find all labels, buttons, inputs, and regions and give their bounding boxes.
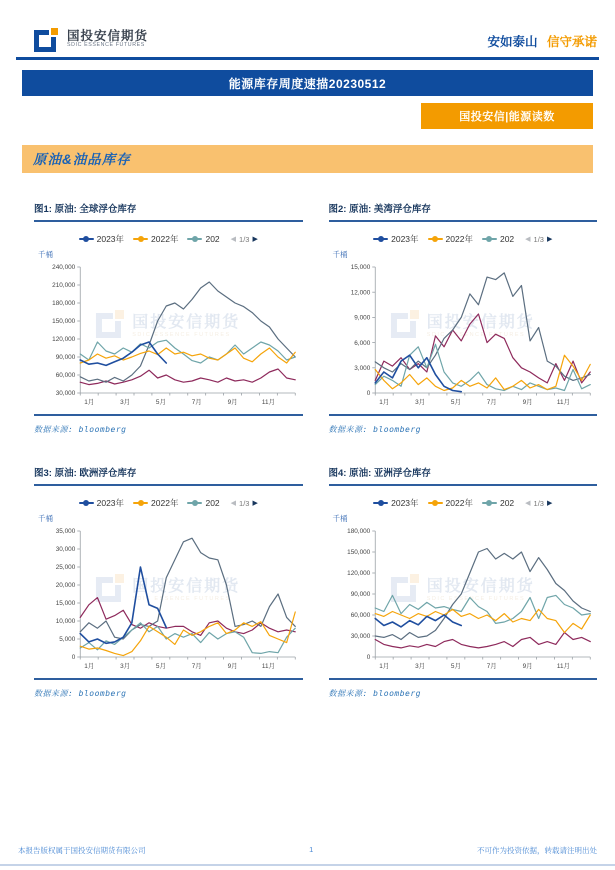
- chart-legend: [34, 233, 303, 245]
- legend-item-202[interactable]: [482, 234, 514, 244]
- company-slogan: [487, 32, 597, 52]
- svg-text:0: 0: [366, 654, 370, 662]
- line-chart-usgulf-floating-storage: [329, 261, 598, 409]
- svg-text:7月: 7月: [191, 399, 202, 406]
- line-chart-asia-floating-storage: [329, 525, 598, 673]
- svg-text:5,000: 5,000: [59, 636, 76, 644]
- svg-text:30,000: 30,000: [55, 546, 76, 554]
- watermark: 国投安信期货 SDIC ESSENCE FUTURES: [391, 572, 535, 602]
- data-source: 数据来源: bloomberg: [34, 425, 127, 434]
- header-divider: [16, 57, 599, 60]
- legend-item-2023[interactable]: [79, 497, 124, 509]
- svg-text:120,000: 120,000: [52, 336, 76, 344]
- legend-item-2022[interactable]: [428, 233, 473, 245]
- svg-text:7月: 7月: [191, 663, 202, 670]
- legend-item-2022[interactable]: [133, 497, 178, 509]
- svg-text:11月: 11月: [261, 663, 275, 670]
- legend-next-icon[interactable]: ▶: [252, 500, 258, 507]
- footer: [18, 845, 597, 856]
- legend-label: 202: [499, 234, 515, 244]
- legend-label: 2023年: [96, 234, 125, 244]
- chart-title: 图4: 原油: 亚洲浮仓库存: [328, 468, 431, 479]
- svg-text:9月: 9月: [227, 663, 238, 670]
- chart-bottom-divider: [34, 678, 303, 680]
- legend-pager: [231, 235, 258, 244]
- svg-text:7月: 7月: [486, 399, 497, 406]
- legend-page-indicator: 1/3: [533, 498, 544, 508]
- legend-label: 2022年: [445, 498, 473, 508]
- legend-marker-icon: [133, 502, 148, 504]
- legend-marker-icon: [133, 238, 148, 240]
- chart-title-divider: [34, 484, 303, 486]
- logo-name-cn: 国投安信期货: [67, 28, 149, 43]
- svg-text:1月: 1月: [378, 399, 389, 406]
- chart-bottom-divider: [34, 414, 303, 416]
- chart-block-usgulf: [329, 201, 598, 435]
- svg-text:60,000: 60,000: [350, 612, 370, 620]
- y-axis-unit: 千桶: [332, 514, 348, 523]
- section-bar: [22, 145, 593, 173]
- legend-prev-icon[interactable]: ◀: [230, 500, 237, 507]
- legend-label: 202: [499, 498, 515, 508]
- svg-text:11月: 11月: [556, 399, 570, 406]
- chart-bottom-divider: [329, 678, 598, 680]
- svg-text:0: 0: [71, 654, 76, 662]
- svg-text:240,000: 240,000: [52, 264, 76, 272]
- legend-label: 2022年: [151, 234, 179, 244]
- data-source: 数据来源: bloomberg: [34, 689, 127, 698]
- svg-text:30,000: 30,000: [350, 633, 370, 641]
- svg-text:210,000: 210,000: [52, 282, 76, 290]
- legend-marker-icon: [428, 502, 443, 504]
- svg-text:9月: 9月: [522, 399, 533, 406]
- data-source: 数据来源: bloomberg: [328, 425, 421, 434]
- legend-pager: [525, 235, 552, 244]
- legend-marker-icon: [373, 502, 388, 504]
- chart-block-asia: [329, 465, 598, 699]
- svg-text:9,000: 9,000: [353, 314, 370, 322]
- legend-marker-icon: [428, 238, 443, 240]
- chart-title-divider: [329, 220, 598, 222]
- legend-item-2022[interactable]: [428, 497, 473, 509]
- chart-legend: [34, 497, 303, 509]
- legend-item-202[interactable]: [482, 498, 514, 508]
- chart-title: 图2: 原油: 美湾浮仓库存: [328, 204, 431, 215]
- line-chart-global-floating-storage: [34, 261, 303, 409]
- section-title: 原油&油品库存: [33, 152, 131, 167]
- footer-divider: [0, 864, 615, 866]
- svg-text:25,000: 25,000: [55, 564, 76, 572]
- legend-pager: [525, 499, 552, 508]
- report-title: 能源库存周度速描20230512: [228, 76, 387, 91]
- chart-title: 图3: 原油: 欧洲浮仓库存: [34, 468, 137, 479]
- svg-text:9月: 9月: [227, 399, 238, 406]
- series-tag-label: 国投安信|能源读数: [459, 111, 555, 123]
- svg-text:1月: 1月: [84, 399, 95, 406]
- svg-text:150,000: 150,000: [346, 549, 370, 557]
- legend-item-2023[interactable]: [79, 233, 124, 245]
- legend-marker-icon: [79, 238, 94, 240]
- charts-grid: [34, 201, 597, 699]
- chart-block-global: [34, 201, 303, 435]
- watermark: 国投安信期货 SDIC ESSENCE FUTURES: [391, 308, 535, 338]
- legend-marker-icon: [79, 502, 94, 504]
- legend-item-2023[interactable]: [373, 497, 418, 509]
- svg-text:60,000: 60,000: [55, 372, 76, 380]
- watermark: 国投安信期货 SDIC ESSENCE FUTURES: [96, 308, 240, 338]
- svg-text:0: 0: [366, 390, 370, 398]
- svg-text:180,000: 180,000: [346, 528, 370, 536]
- company-logo: [34, 26, 148, 52]
- legend-label: 2023年: [96, 498, 125, 508]
- slogan-accent: 信守承诺: [546, 35, 597, 49]
- report-title-banner: [22, 70, 593, 96]
- svg-text:7月: 7月: [486, 663, 497, 670]
- legend-label: 202: [205, 234, 220, 244]
- svg-text:11月: 11月: [261, 399, 275, 406]
- chart-title-divider: [329, 484, 598, 486]
- legend-page-indicator: 1/3: [239, 234, 250, 244]
- legend-pager: [231, 499, 258, 508]
- svg-text:3月: 3月: [120, 399, 131, 406]
- legend-marker-icon: [373, 238, 388, 240]
- svg-text:9月: 9月: [522, 663, 533, 670]
- legend-label: 2023年: [391, 498, 419, 508]
- svg-text:1月: 1月: [84, 663, 95, 670]
- svg-text:35,000: 35,000: [55, 528, 76, 536]
- chart-bottom-divider: [329, 414, 598, 416]
- chart-title: 图1: 原油: 全球浮仓库存: [34, 204, 137, 215]
- svg-text:180,000: 180,000: [52, 300, 76, 308]
- legend-next-icon[interactable]: ▶: [546, 500, 553, 507]
- logo-name-en: SDIC ESSENCE FUTURES: [67, 41, 145, 48]
- y-axis-unit: 千桶: [38, 514, 53, 523]
- slogan-primary: 安如泰山: [487, 35, 538, 49]
- chart-legend: [329, 233, 598, 245]
- legend-marker-icon: [482, 238, 497, 240]
- chart-title-divider: [34, 220, 303, 222]
- svg-text:3,000: 3,000: [353, 365, 370, 372]
- series-tag: [421, 103, 593, 129]
- svg-text:150,000: 150,000: [52, 318, 76, 326]
- legend-label: 2022年: [151, 498, 179, 508]
- legend-prev-icon[interactable]: ◀: [525, 236, 531, 243]
- legend-item-202[interactable]: [187, 234, 219, 244]
- svg-text:15,000: 15,000: [350, 264, 370, 272]
- svg-text:3月: 3月: [414, 663, 425, 670]
- legend-item-2022[interactable]: [133, 233, 178, 245]
- svg-text:1月: 1月: [378, 663, 389, 670]
- legend-marker-icon: [187, 502, 202, 504]
- footer-copyright: 本报告版权属于国投安信期货有限公司: [18, 846, 146, 855]
- legend-page-indicator: 1/3: [533, 234, 544, 244]
- svg-text:90,000: 90,000: [55, 354, 76, 362]
- header: [0, 0, 615, 52]
- legend-label: 202: [205, 498, 220, 508]
- chart-block-europe: [34, 465, 303, 699]
- svg-text:3月: 3月: [414, 399, 425, 406]
- watermark: 国投安信期货 SDIC ESSENCE FUTURES: [96, 572, 240, 602]
- legend-prev-icon[interactable]: ◀: [525, 500, 531, 507]
- svg-text:10,000: 10,000: [55, 618, 76, 626]
- data-source: 数据来源: bloomberg: [328, 689, 421, 698]
- svg-text:6,000: 6,000: [353, 339, 370, 347]
- legend-label: 2023年: [391, 234, 419, 244]
- y-axis-unit: 千桶: [332, 250, 348, 259]
- svg-text:15,000: 15,000: [55, 600, 76, 608]
- legend-page-indicator: 1/3: [239, 498, 250, 508]
- svg-text:5月: 5月: [155, 663, 166, 670]
- svg-text:90,000: 90,000: [350, 591, 370, 599]
- footer-page-number: 1: [309, 845, 314, 854]
- svg-text:5月: 5月: [155, 399, 166, 406]
- chart-legend: [329, 497, 598, 509]
- legend-next-icon[interactable]: ▶: [546, 236, 553, 243]
- y-axis-unit: 千桶: [38, 250, 53, 259]
- logo-icon: [34, 26, 60, 52]
- svg-text:5月: 5月: [450, 399, 461, 406]
- svg-text:120,000: 120,000: [346, 570, 370, 578]
- svg-text:11月: 11月: [556, 663, 570, 670]
- legend-next-icon[interactable]: ▶: [252, 236, 258, 243]
- legend-marker-icon: [187, 238, 202, 240]
- line-chart-europe-floating-storage: [34, 525, 303, 673]
- footer-disclaimer: 不可作为投资依据，转载请注明出处: [476, 846, 597, 855]
- svg-text:5月: 5月: [450, 663, 461, 670]
- svg-text:3月: 3月: [120, 663, 131, 670]
- svg-text:30,000: 30,000: [55, 390, 76, 398]
- legend-prev-icon[interactable]: ◀: [230, 236, 237, 243]
- legend-item-202[interactable]: [187, 498, 219, 508]
- legend-label: 2022年: [445, 234, 473, 244]
- legend-marker-icon: [482, 502, 497, 504]
- legend-item-2023[interactable]: [373, 233, 418, 245]
- svg-text:20,000: 20,000: [55, 582, 76, 590]
- svg-text:12,000: 12,000: [350, 289, 370, 297]
